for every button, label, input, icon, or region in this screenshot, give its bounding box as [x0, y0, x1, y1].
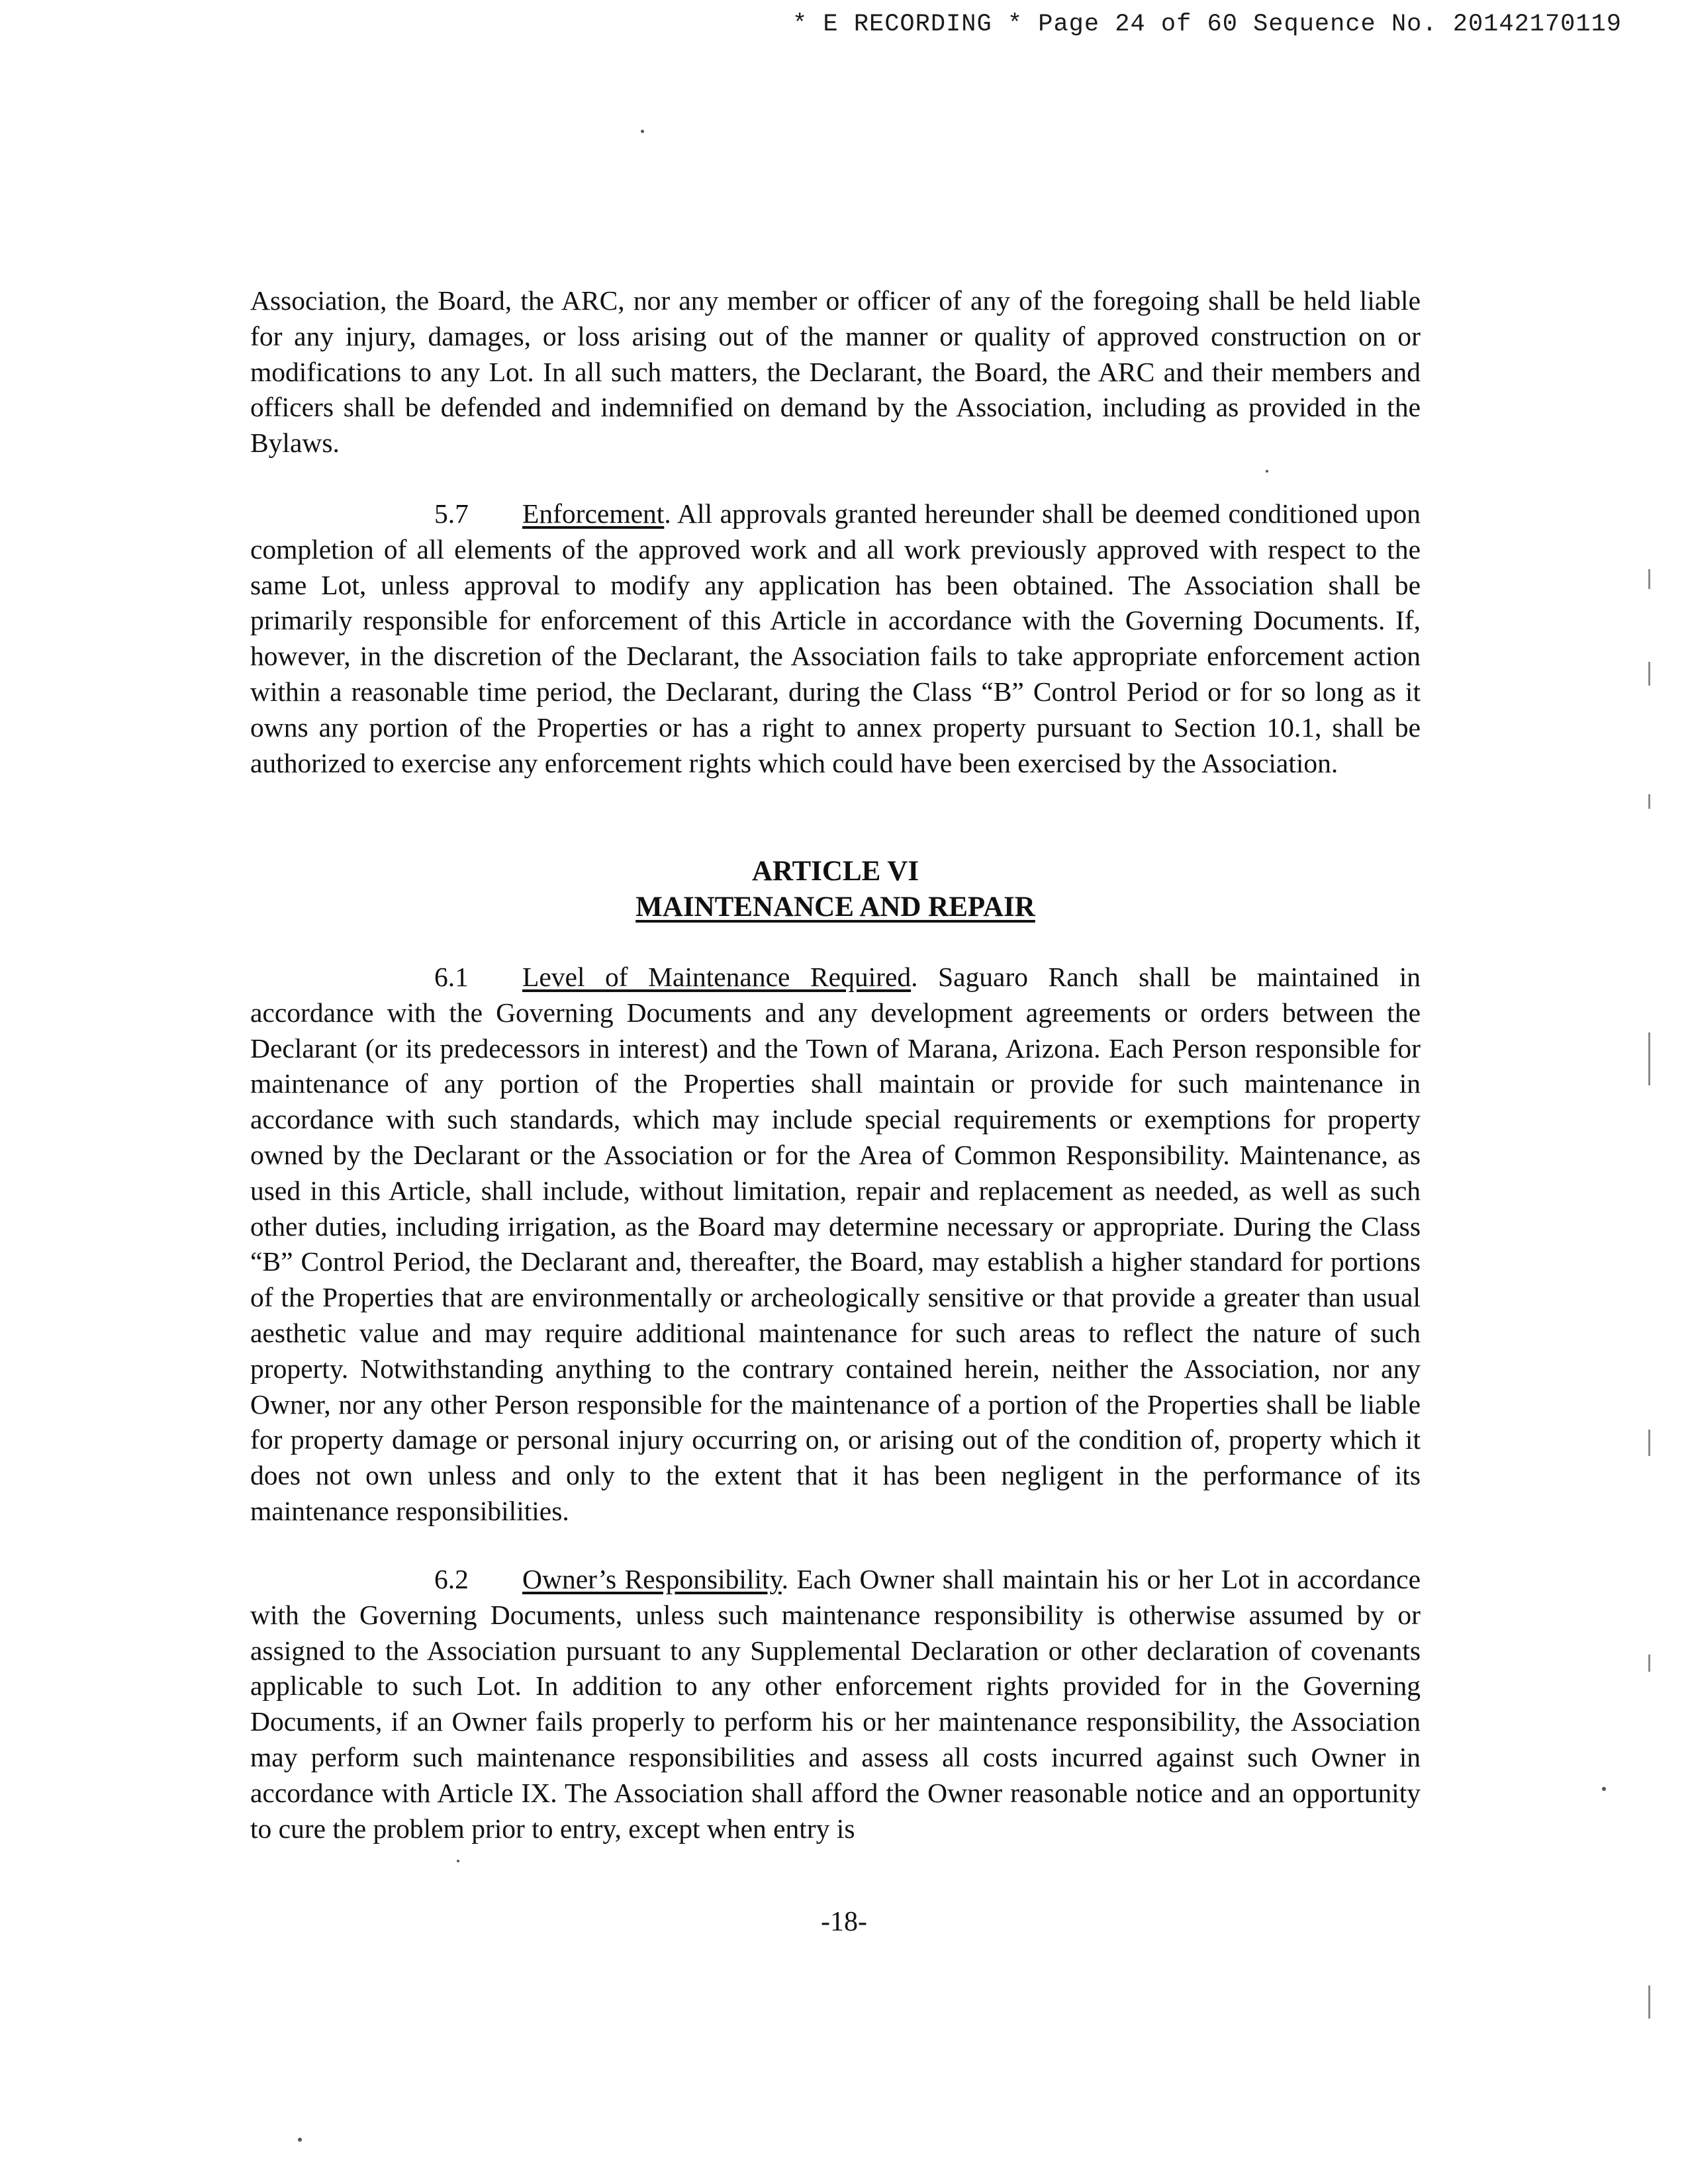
section-text: . Each Owner shall maintain his or her Lot in accordance with the Governing Documents, unless such maintenance responsibility is otherwise assumed by or assigned to the Association pursuant to any Supplemental Declaration or other declaration of covenants applicable to such Lot. In addition to any other enforcement rights provided for in the Governing Documents, if an Owner fails properly to perform his or her maintenance responsibility, the Association may perform such maintenance responsibilities and assess all costs incurred against such Owner in accordance with Article IX. The Association shall afford the Owner reasonable notice and an opportunity to cure the problem prior to entry, except when entry is	[250, 1564, 1421, 1844]
section-title: Level of Maintenance Required	[522, 962, 912, 992]
section-5-7	[250, 496, 1421, 781]
section-title: Enforcement	[522, 498, 665, 529]
scan-speck	[457, 1860, 459, 1862]
section-title: Owner’s Responsibility	[522, 1564, 782, 1594]
section-text: . Saguaro Ranch shall be maintained in accordance with the Governing Documents and any development agreements or orders between the Declarant (or its predecessors in interest) and the Town of Marana, Arizona. Each Person responsible for maintenance of any portion of the Properties shall maintain or provide for such maintenance in accordance with such standards, which may include special requirements or exemptions for property owned by the Declarant or the Association or for the Area of Common Responsibility. Maintenance, as used in this Article, shall include, without limitation, repair and replacement as needed, as well as such other duties, including irrigation, as the Board may determine necessary or appropriate. During the Class “B” Control Period, the Declarant and, thereafter, the Board, may establish a higher standard for portions of the Properties that are environmentally or archeologically sensitive or that provide a greater than usual aesthetic value and may require additional maintenance for such areas to reflect the nature of such property. Notwithstanding anything to the contrary contained herein, neither the Association, nor any Owner, nor any other Person responsible for the maintenance of a portion of the Properties shall be liable for property damage or personal injury occurring on, or arising out of the condition of, property which it does not own unless and only to the extent that it has been negligent in the performance of its maintenance responsibilities.	[250, 962, 1421, 1526]
scan-edge-mark	[1648, 794, 1650, 809]
scan-speck	[298, 2138, 302, 2142]
scan-edge-mark	[1648, 1430, 1650, 1456]
section-6-2	[250, 1562, 1421, 1846]
scan-speck	[1602, 1787, 1606, 1791]
scan-edge-mark	[1648, 1985, 1650, 2019]
section-number: 6.1	[434, 962, 469, 992]
scan-edge-mark	[1648, 569, 1650, 589]
recording-header: * E RECORDING * Page 24 of 60 Sequence No. 20142170119	[792, 11, 1622, 38]
article-heading: ARTICLE VI	[751, 856, 919, 887]
paragraph-continuation: Association, the Board, the ARC, nor any member or officer of any of the foregoing shall be held liable for any injury, damages, or loss arising out of the manner or quality of approved construction on or modifications to any Lot. In all such matters, the Declarant, the Board, the ARC and their members and officers shall be defended and indemnified on demand by the Association, including as provided in the Bylaws.	[250, 285, 1421, 459]
section-6-1	[250, 960, 1421, 1529]
section-text: . All approvals granted hereunder shall be deemed conditioned upon completion of all elements of the approved work and all work previously approved with respect to the same Lot, unless approval to modify any application has been obtained. The Association shall be primarily responsible for enforcement of this Article in accordance with the Governing Documents. If, however, in the discretion of the Declarant, the Association fails to take appropriate enforcement action within a reasonable time period, the Declarant, during the Class “B” Control Period or for so long as it owns any portion of the Properties or has a right to annex property pursuant to Section 10.1, shall be authorized to exercise any enforcement rights which could have been exercised by the Association.	[250, 498, 1421, 778]
article-heading-block	[250, 854, 1421, 925]
article-subheading: MAINTENANCE AND REPAIR	[635, 891, 1035, 923]
scan-edge-mark	[1648, 1032, 1650, 1085]
page-number: -18-	[821, 1907, 867, 1937]
scan-edge-mark	[1648, 662, 1650, 686]
scan-edge-mark	[1648, 1655, 1650, 1672]
section-number: 5.7	[434, 498, 469, 529]
section-number: 6.2	[434, 1564, 469, 1594]
scan-speck	[1266, 470, 1268, 473]
scan-speck	[641, 130, 644, 133]
